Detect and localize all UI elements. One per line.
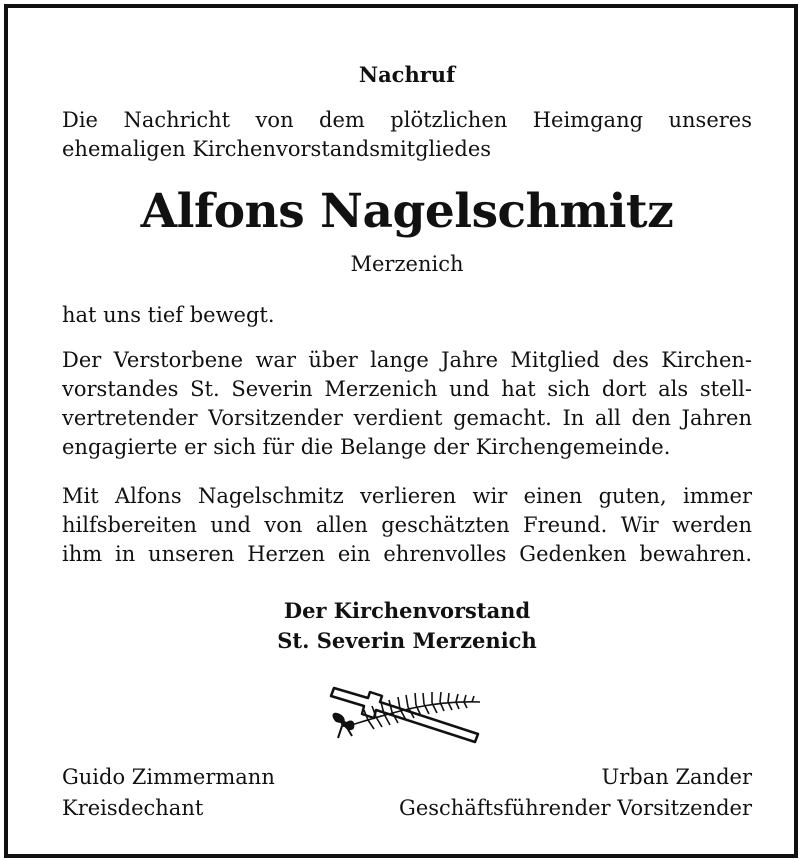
signature-organization bbox=[62, 596, 752, 656]
intro-line: Die Nachricht von dem plötzlichen Heimgang unseres bbox=[62, 108, 752, 132]
paragraph-line: Der Verstorbene war über lange Jahre Mitglied des Kirchen- bbox=[62, 348, 752, 372]
paragraph-line: hilfsbereiten und von allen geschätzten Freund. Wir werden bbox=[62, 513, 752, 537]
signature-org-line: St. Severin Merzenich bbox=[277, 628, 537, 653]
paragraph-2 bbox=[62, 346, 752, 462]
intro-line: ehemaligen Kirchenvorstandsmitgliedes bbox=[62, 137, 492, 161]
deceased-name: Alfons Nagelschmitz bbox=[140, 184, 674, 239]
notice-heading: Nachruf bbox=[358, 62, 456, 87]
deceased-place: Merzenich bbox=[350, 252, 464, 276]
signer-left bbox=[62, 762, 275, 824]
paragraph-3 bbox=[62, 482, 752, 569]
signer-role: Kreisdechant bbox=[62, 796, 204, 820]
paragraph-line: engagierte er sich für die Belange der Kirchengemeinde. bbox=[62, 435, 671, 459]
signer-role: Geschäftsführender Vorsitzender bbox=[399, 796, 752, 820]
signature-org-line: Der Kirchenvorstand bbox=[283, 598, 531, 623]
paragraph-line: vorstandes St. Severin Merzenich und hat sich dort als stell- bbox=[62, 377, 752, 401]
signer-name: Urban Zander bbox=[601, 765, 752, 789]
intro-text bbox=[62, 106, 752, 164]
cross-and-palm-branch-icon bbox=[328, 674, 488, 758]
paragraph-1: hat uns tief bewegt. bbox=[62, 303, 275, 327]
notice-frame bbox=[4, 4, 798, 858]
signer-name: Guido Zimmermann bbox=[62, 765, 275, 789]
paragraph-line: vertretender Vorsitzender verdient gemacht. In all den Jahren bbox=[62, 406, 752, 430]
signer-right bbox=[399, 762, 752, 824]
paragraph-line: ihm in unseren Herzen ein ehrenvolles Gedenken bewahren. bbox=[62, 542, 752, 566]
paragraph-line: Mit Alfons Nagelschmitz verlieren wir einen guten, immer bbox=[62, 484, 752, 508]
